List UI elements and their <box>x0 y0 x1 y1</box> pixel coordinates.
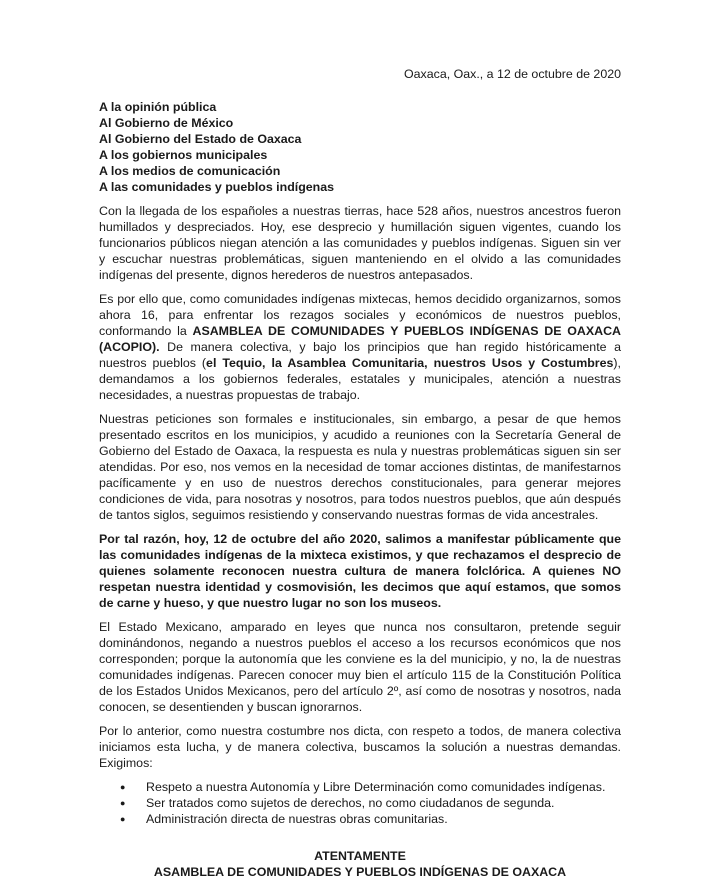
paragraph <box>99 619 621 715</box>
closing-salutation: ATENTAMENTE <box>314 849 406 863</box>
paragraph <box>99 531 621 611</box>
text-run: Por lo anterior, como nuestra costumbre nos dicta, con respeto a todos, de manera colectiva iniciamos esta lucha, y de manera colectiva, buscamos la solución a nuestras demandas. Exigimos: <box>99 724 621 770</box>
addressee-line: A las comunidades y pueblos indígenas <box>99 180 335 194</box>
bullet-icon: ● <box>120 798 126 808</box>
bold-text-run: Por tal razón, hoy, 12 de octubre del año 2020, salimos a manifestar públicamente que las comunidades indígenas de la mixteca existimos, y que rechazamos el desprecio de quienes solamente reconocen nuestra cultura de manera folclórica. A quienes NO respetan nuestra identidad y cosmovisión, les decimos que aquí estamos, que somos de carne y hueso, y que nuestro lugar no son los museos. <box>99 532 621 610</box>
demand-item <box>99 779 621 795</box>
demand-text: Ser tratados como sujetos de derechos, no como ciudadanos de segunda. <box>146 796 555 810</box>
demands-list <box>99 779 621 827</box>
body-paragraphs <box>99 203 621 771</box>
demand-item <box>99 811 621 827</box>
addressee-line: A los medios de comunicación <box>99 164 281 178</box>
bold-text-run: ASAMBLEA DE COMUNIDADES Y PUEBLOS INDÍGENAS DE OAXACA (ACOPIO). <box>99 324 621 354</box>
text-run: El Estado Mexicano, amparado en leyes que nunca nos consultaron, pretende seguir dominándonos, negando a nuestros pueblos el acceso a los recursos económicos que nos corresponden; porque la autonomía que les conviene es la del municipio, y no, la de nuestras comunidades indígenas. Parecen conocer muy bien el artículo 115 de la Constitución Política de los Estados Unidos Mexicanos, pero del artículo 2º, así como de nosotras y nosotros, nada conocen, se desentienden y buscan ignorarnos. <box>99 620 621 714</box>
addressee-list <box>99 99 621 195</box>
demand-text: Respeto a nuestra Autonomía y Libre Determinación como comunidades indígenas. <box>146 780 606 794</box>
bold-text-run: el Tequio, la Asamblea Comunitaria, nuestros Usos y Costumbres <box>206 356 614 370</box>
paragraph <box>99 203 621 283</box>
text-run: ), demandamos a los gobiernos federales, estatales y municipales, atención a nuestras necesidades, a nuestras propuestas de trabajo. <box>99 356 621 402</box>
closing-signature: ASAMBLEA DE COMUNIDADES Y PUEBLOS INDÍGENAS DE OAXACA <box>153 865 567 879</box>
text-run: Es por ello que, como comunidades indígenas mixtecas, hemos decidido organizarnos, somos ahora 16, para enfrentar los rezagos sociales y económicos de nuestros pueblos, conformando la <box>99 292 621 338</box>
paragraph <box>99 411 621 523</box>
addressee-line: Al Gobierno de México <box>99 116 234 130</box>
addressee-line: Al Gobierno del Estado de Oaxaca <box>99 132 302 146</box>
demand-text: Administración directa de nuestras obras comunitarias. <box>146 812 448 826</box>
paragraph <box>99 291 621 403</box>
text-run: Nuestras peticiones son formales e institucionales, sin embargo, a pesar de que hemos presentado escritos en los municipios, y acudido a reuniones con la Secretaría General de Gobierno del Estado de Oaxaca, la respuesta es nula y nuestras problemáticas siguen sin ser atendidas. Por eso, nos vemos en la necesidad de tomar acciones distintas, de manifestarnos pacíficamente y en uso de nuestros derechos constitucionales, para generar mejores condiciones de vida, para nosotras y nosotros, para todos nuestros pueblos, que aún después de tantos siglos, seguimos resistiendo y conservando nuestras formas de vida ancestrales. <box>99 412 621 522</box>
addressee-line: A la opinión pública <box>99 100 217 114</box>
demand-item <box>99 795 621 811</box>
paragraph <box>99 723 621 771</box>
closing-block <box>99 848 621 880</box>
bullet-icon: ● <box>120 814 126 824</box>
text-run: De manera colectiva, y bajo los principios que han regido históricamente a nuestros pueblos ( <box>99 340 621 370</box>
bullet-icon: ● <box>120 782 126 792</box>
text-run: Con la llegada de los españoles a nuestras tierras, hace 528 años, nuestros ancestros fueron humillados y despreciados. Hoy, ese desprecio y humillación siguen vigentes, cuando los funcionarios públicos niegan atención a las comunidades y pueblos indígenas. Siguen sin ver y escuchar nuestras problemáticas, siguen manteniendo en el olvido a las comunidades indígenas del presente, dignos herederos de nuestros antepasados. <box>99 204 621 282</box>
addressee-line: A los gobiernos municipales <box>99 148 268 162</box>
dateline: Oaxaca, Oax., a 12 de octubre de 2020 <box>404 67 621 81</box>
